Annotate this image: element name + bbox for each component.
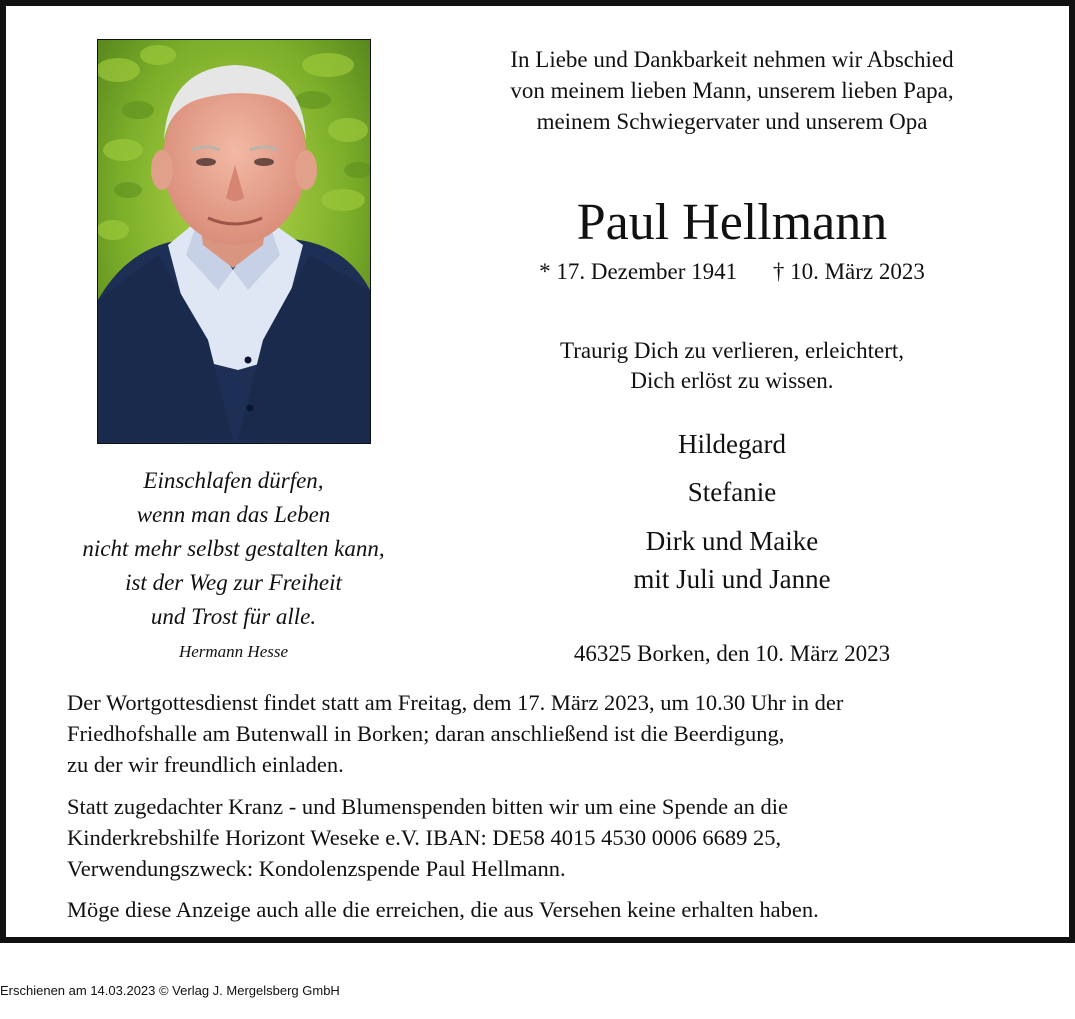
family-member: Dirk und Maike	[645, 526, 819, 556]
intro-line: In Liebe und Dankbarkeit nehmen wir Abschied	[510, 47, 954, 72]
family-member: mit Juli und Janne	[633, 564, 831, 594]
intro-line: meinem Schwiegervater und unserem Opa	[536, 109, 928, 134]
family-member: Stefanie	[687, 477, 777, 507]
intro-text	[446, 44, 1018, 137]
donation-info	[67, 791, 1057, 884]
place-date: 46325 Borken, den 10. März 2023	[573, 641, 891, 666]
quote-line: wenn man das Leben	[136, 502, 331, 527]
quote	[46, 464, 421, 634]
quote-line: und Trost für alle.	[150, 604, 317, 629]
service-info	[67, 687, 1057, 780]
publication-footer: Erschienen am 14.03.2023 © Verlag J. Mergelsberg GmbH	[0, 983, 340, 998]
service-line: Der Wortgottesdienst findet statt am Freitag, dem 17. März 2023, um 10.30 Uhr in der	[67, 690, 844, 715]
quote-line: nicht mehr selbst gestalten kann,	[82, 536, 385, 561]
quote-author: Hermann Hesse	[178, 642, 289, 661]
deceased-name: Paul Hellmann	[576, 194, 888, 251]
donation-line: Verwendungszweck: Kondolenzspende Paul Hellmann.	[67, 856, 566, 881]
intro-line: von meinem lieben Mann, unserem lieben Papa,	[510, 78, 954, 103]
donation-line: Kinderkrebshilfe Horizont Weseke e.V. IBAN: DE58 4015 4530 0006 6689 25,	[67, 825, 782, 850]
verse-line: Dich erlöst zu wissen.	[630, 368, 834, 393]
family-member: Hildegard	[678, 429, 786, 459]
donation-line: Statt zugedachter Kranz - und Blumenspenden bitten wir um eine Spende an die	[67, 794, 789, 819]
quote-line: Einschlafen dürfen,	[143, 468, 324, 493]
life-dates	[446, 257, 1018, 287]
verse-line: Traurig Dich zu verlieren, erleichtert,	[559, 338, 904, 363]
birth-date: * 17. Dezember 1941	[539, 259, 738, 284]
quote-line: ist der Weg zur Freiheit	[125, 570, 342, 595]
family-group	[446, 522, 1018, 598]
service-line: zu der wir freundlich einladen.	[67, 752, 344, 777]
verse	[446, 336, 1018, 396]
death-date: † 10. März 2023	[772, 259, 925, 284]
closing-note: Möge diese Anzeige auch alle die erreichen, die aus Versehen keine erhalten haben.	[67, 897, 819, 922]
portrait-photo	[97, 39, 371, 444]
service-line: Friedhofshalle am Butenwall in Borken; daran anschließend ist die Beerdigung,	[67, 721, 785, 746]
